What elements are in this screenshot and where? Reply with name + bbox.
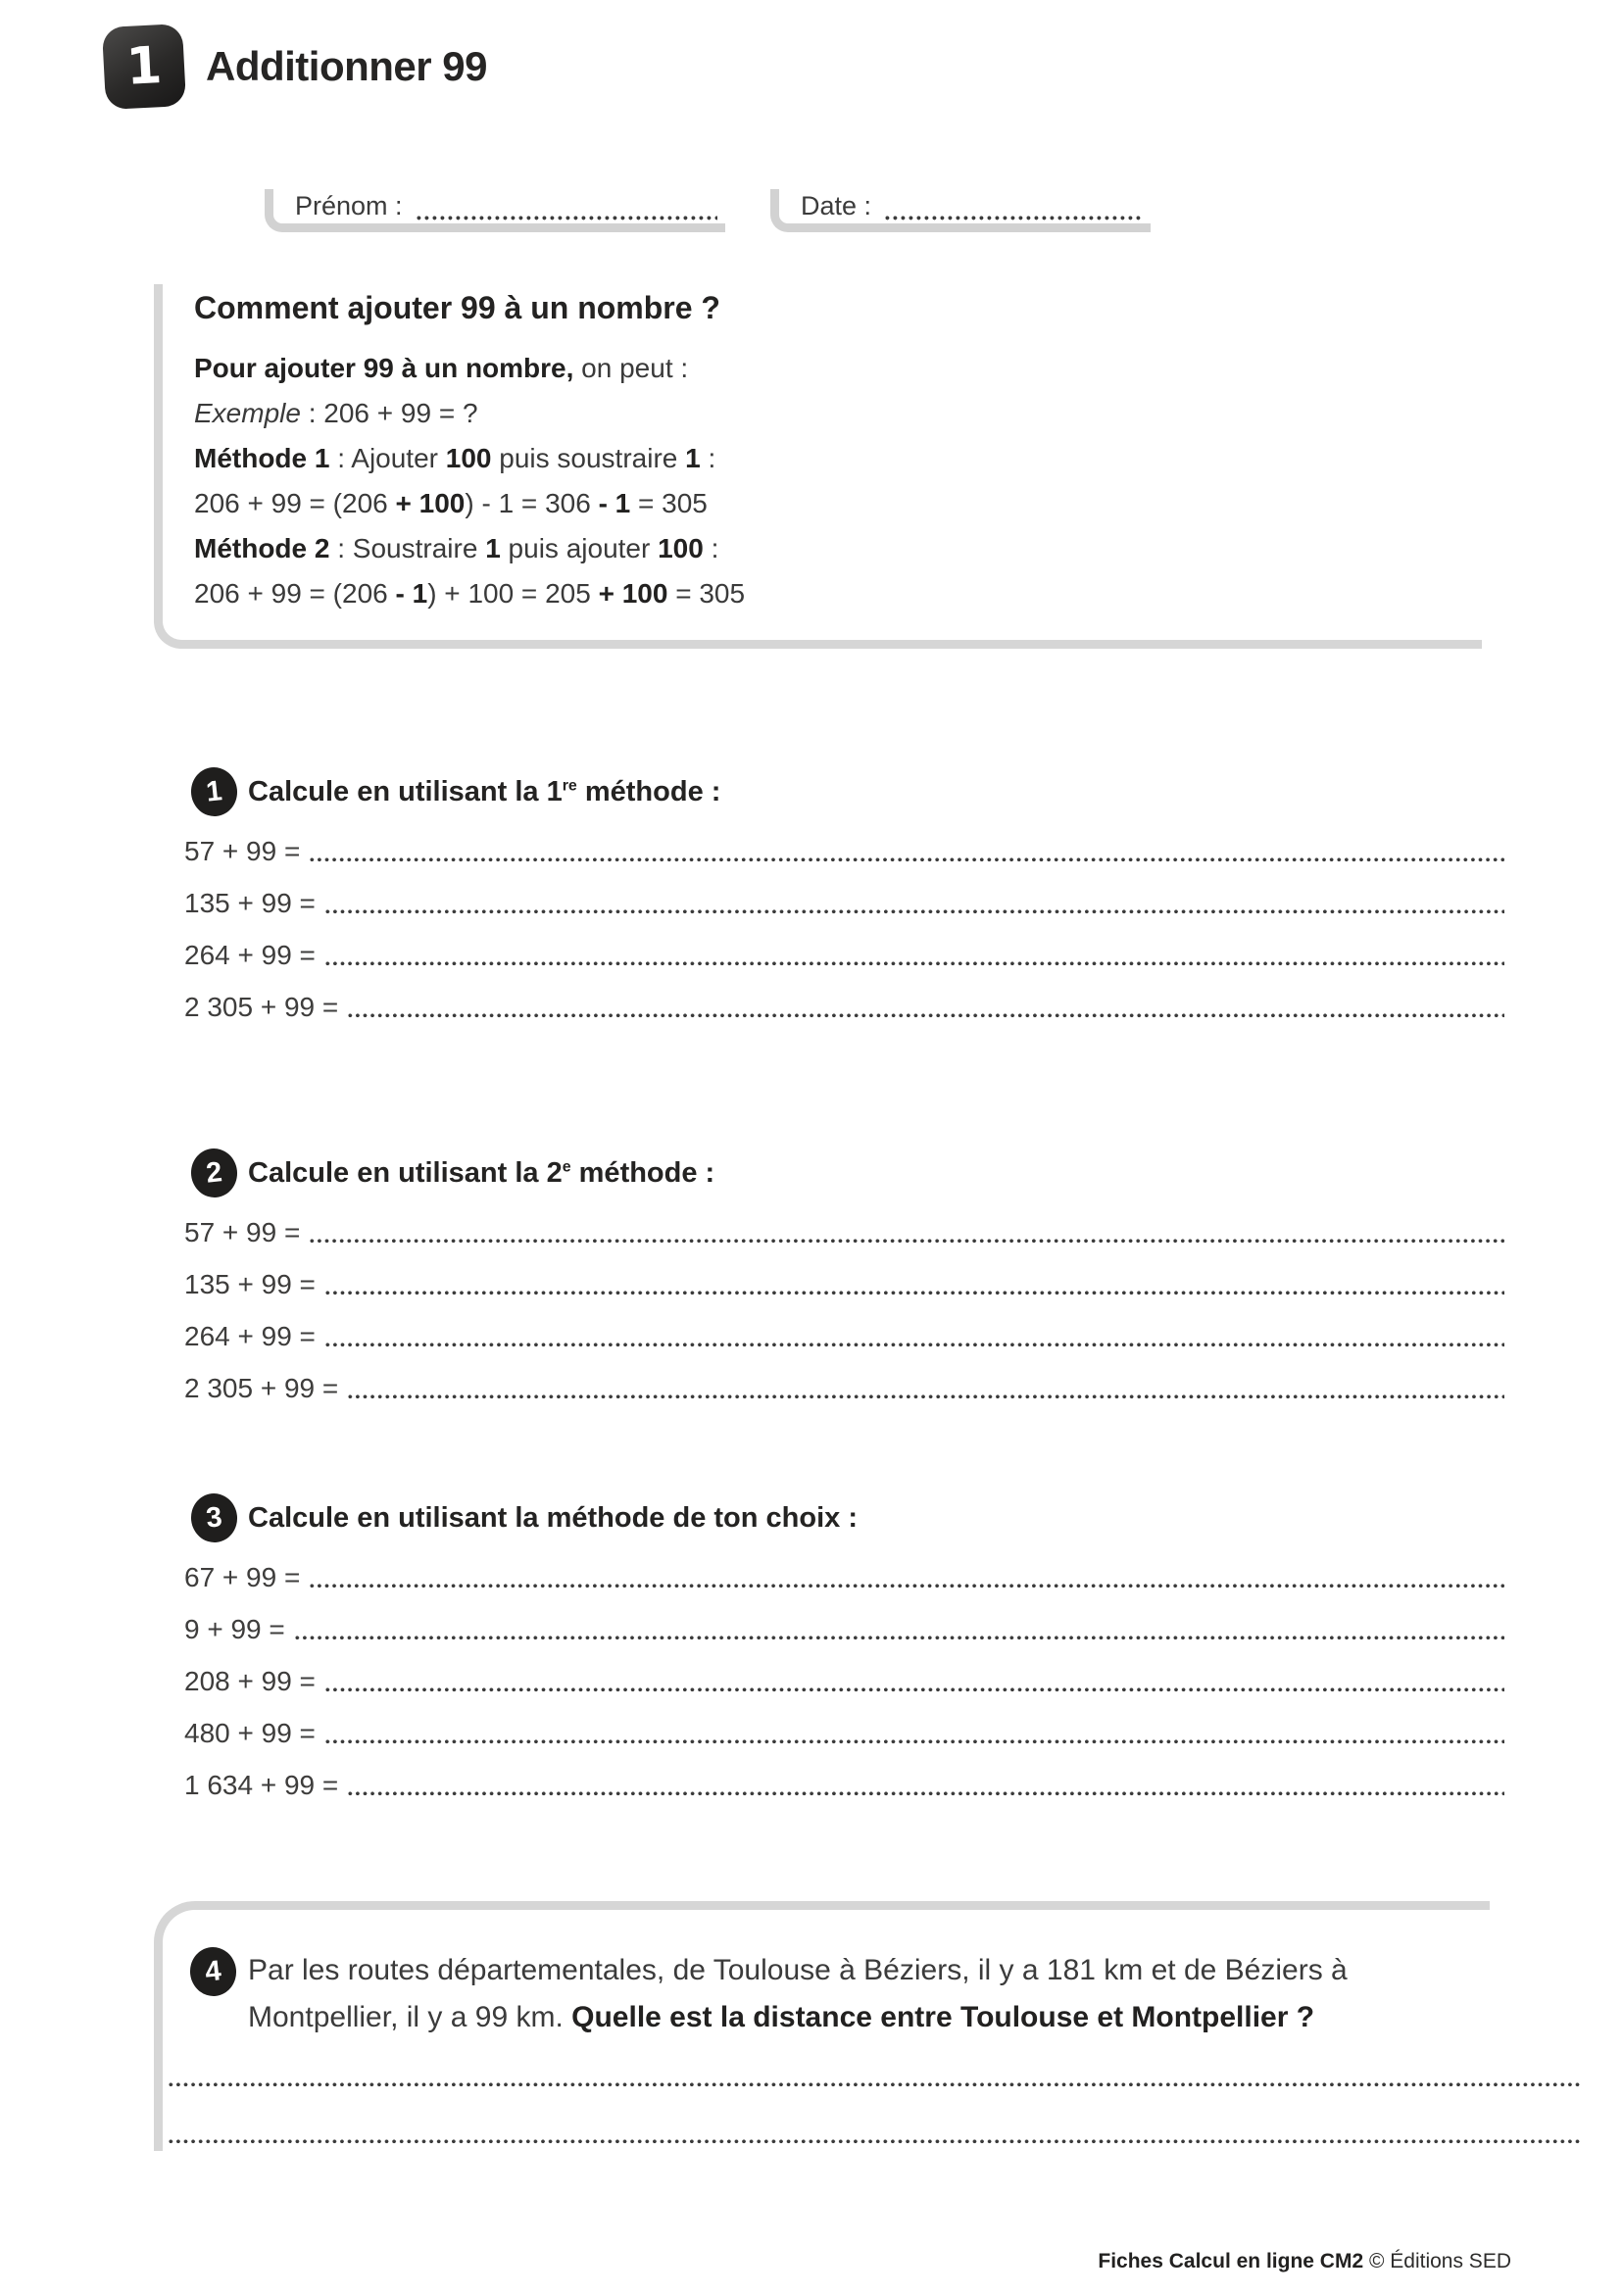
lesson-line: Pour ajouter 99 à un nombre, on peut : <box>194 353 689 383</box>
problem-label: 135 + 99 = <box>184 888 316 918</box>
lesson-number: 1 <box>124 36 164 97</box>
problem-row <box>184 1546 1504 1598</box>
lesson-box-title: Comment ajouter 99 à un nombre ? <box>194 290 720 325</box>
lesson-box-body <box>194 346 1482 616</box>
problem-row <box>184 976 1504 1028</box>
exercise-3-number-badge: 3 <box>189 1491 240 1545</box>
first-name-label: Prénom : <box>295 191 403 220</box>
problem-label: 208 + 99 = <box>184 1666 316 1696</box>
exercise-1 <box>184 767 1504 1028</box>
problem-row <box>184 924 1504 976</box>
answer-line[interactable] <box>169 2082 1580 2087</box>
exercise-4-answer-area <box>169 2030 1580 2144</box>
date-input-line[interactable] <box>885 216 1143 220</box>
first-name-input-line[interactable] <box>417 216 717 220</box>
first-name-field <box>265 189 725 232</box>
page-footer <box>0 2226 1511 2296</box>
answer-line[interactable] <box>295 1636 1504 1640</box>
problem-label: 1 634 + 99 = <box>184 1770 339 1800</box>
problem-label: 67 + 99 = <box>184 1562 301 1592</box>
exercise-4-text <box>248 1947 1424 2041</box>
answer-line[interactable] <box>348 1013 1504 1018</box>
answer-line[interactable] <box>348 1394 1504 1399</box>
exercise-1-title: Calcule en utilisant la 1re méthode : <box>248 775 721 807</box>
answer-line[interactable] <box>310 1239 1504 1244</box>
exercise-1-header <box>191 767 1504 816</box>
problem-row <box>184 1305 1504 1357</box>
lesson-line: Méthode 1 : Ajouter 100 puis soustraire 1 : <box>194 443 716 473</box>
worksheet-header <box>104 25 487 108</box>
date-field <box>770 189 1151 232</box>
word-problem-line: Montpellier, il y a 99 km. Quelle est la distance entre Toulouse et Montpellier ? <box>248 2001 1315 2033</box>
answer-line[interactable] <box>325 909 1504 914</box>
problem-label: 57 + 99 = <box>184 1217 301 1247</box>
exercise-1-number-badge: 1 <box>189 765 240 819</box>
word-problem-answer-row <box>169 2030 1580 2087</box>
problem-row <box>184 1754 1504 1806</box>
exercise-4-statement <box>190 1947 1490 2041</box>
answer-line[interactable] <box>169 2139 1580 2144</box>
problem-row <box>184 820 1504 872</box>
answer-line[interactable] <box>310 1584 1504 1588</box>
answer-line[interactable] <box>310 857 1504 862</box>
exercise-3-rows <box>184 1546 1504 1806</box>
exercise-3-title: Calcule en utilisant la méthode de ton choix : <box>248 1501 858 1534</box>
problem-label: 264 + 99 = <box>184 940 316 970</box>
problem-row <box>184 1598 1504 1650</box>
footer-publisher: © Éditions SED <box>1363 2250 1511 2272</box>
problem-row <box>184 1201 1504 1253</box>
exercise-4-number-badge: 4 <box>188 1945 239 1999</box>
problem-label: 57 + 99 = <box>184 836 301 866</box>
problem-label: 2 305 + 99 = <box>184 1373 339 1403</box>
exercise-2-number-badge: 2 <box>189 1147 240 1200</box>
page-title: Additionner 99 <box>206 43 488 89</box>
lesson-line: Méthode 2 : Soustraire 1 puis ajouter 100 : <box>194 533 719 563</box>
exercise-1-rows <box>184 820 1504 1028</box>
lesson-line: Exemple : 206 + 99 = ? <box>194 398 478 428</box>
exercise-3 <box>184 1493 1504 1806</box>
answer-line[interactable] <box>348 1791 1504 1796</box>
problem-row <box>184 872 1504 924</box>
answer-line[interactable] <box>325 1687 1504 1692</box>
exercise-2 <box>184 1148 1504 1409</box>
word-problem-line: Par les routes départementales, de Toulouse à Béziers, il y a 181 km et de Béziers à <box>248 1954 1348 1986</box>
exercise-2-header <box>191 1148 1504 1197</box>
answer-line[interactable] <box>325 1343 1504 1347</box>
problem-label: 135 + 99 = <box>184 1269 316 1299</box>
date-label: Date : <box>801 191 872 220</box>
exercise-2-rows <box>184 1201 1504 1409</box>
word-problem-answer-row <box>169 2087 1580 2144</box>
problem-label: 480 + 99 = <box>184 1718 316 1748</box>
problem-label: 9 + 99 = <box>184 1614 285 1644</box>
lesson-number-badge <box>102 24 186 110</box>
lesson-line: 206 + 99 = (206 - 1) + 100 = 205 + 100 = 305 <box>194 578 746 609</box>
answer-line[interactable] <box>325 961 1504 966</box>
problem-label: 264 + 99 = <box>184 1321 316 1351</box>
answer-line[interactable] <box>325 1739 1504 1744</box>
answer-line[interactable] <box>325 1291 1504 1295</box>
problem-row <box>184 1357 1504 1409</box>
footer-series-title: Fiches Calcul en ligne CM2 <box>1098 2250 1364 2272</box>
problem-row <box>184 1253 1504 1305</box>
problem-label: 2 305 + 99 = <box>184 992 339 1022</box>
problem-row <box>184 1650 1504 1702</box>
lesson-box <box>154 284 1482 649</box>
exercise-2-title: Calcule en utilisant la 2e méthode : <box>248 1156 715 1189</box>
lesson-line: 206 + 99 = (206 + 100) - 1 = 306 - 1 = 305 <box>194 488 708 518</box>
exercise-3-header <box>191 1493 1504 1542</box>
problem-row <box>184 1702 1504 1754</box>
